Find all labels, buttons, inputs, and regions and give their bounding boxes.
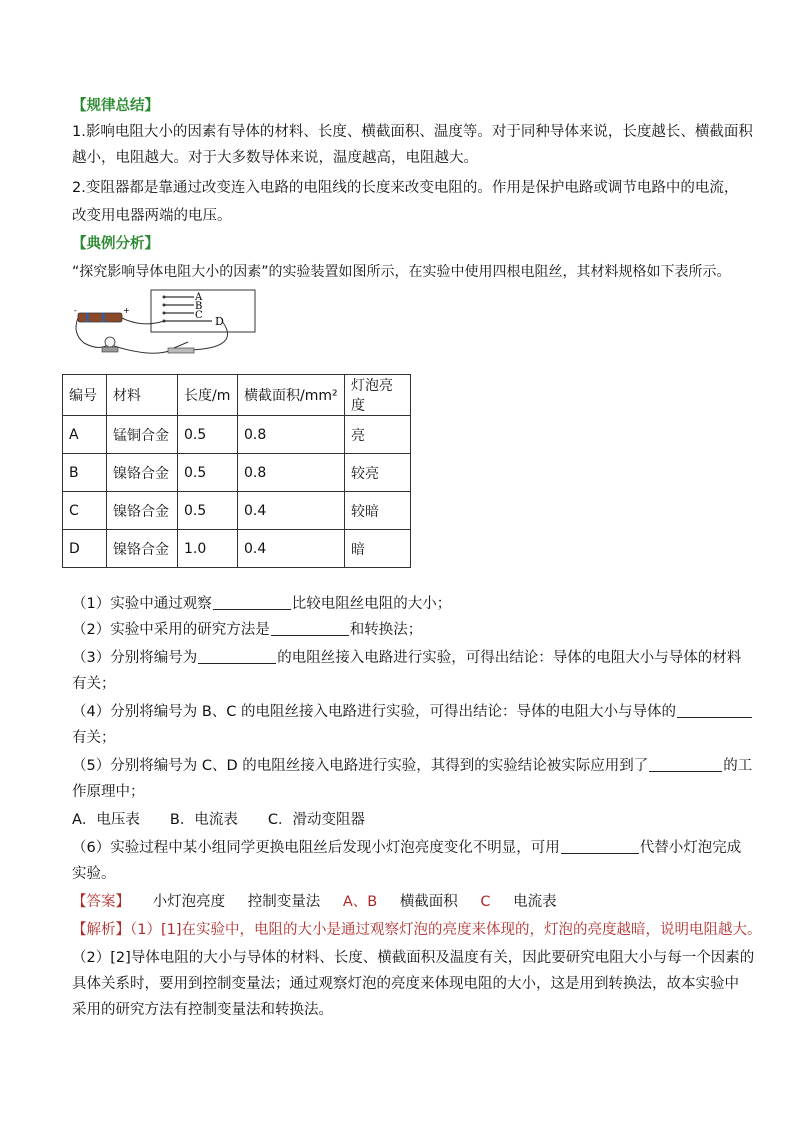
table-cell: D — [63, 530, 107, 568]
table-row — [63, 416, 411, 454]
answer-label: 【答案】 — [72, 894, 130, 910]
q1-text: （1）实验中通过观察 — [72, 596, 212, 612]
table-cell: 0.8 — [238, 416, 345, 454]
circuit-diagram — [72, 288, 272, 368]
question-2 — [72, 616, 732, 645]
table-cell: A — [63, 416, 107, 454]
table-row — [63, 530, 411, 568]
analysis-line-3: 具体关系时，要用到控制变量法；通过观察灯泡的亮度来体现电阻的大小，这是用到转换法，故本实验中 — [72, 976, 739, 992]
label-a: A — [195, 292, 203, 303]
option-b[interactable]: B．电流表 — [169, 812, 238, 828]
q2-text: （2）实验中采用的研究方法是 — [72, 622, 270, 638]
label-b: B — [195, 301, 203, 312]
label-c: C — [195, 310, 203, 321]
q3-blank[interactable] — [198, 647, 276, 664]
question-5 — [72, 752, 753, 781]
rules-p1-line1: 1.影响电阻大小的因素有导体的材料、长度、横截面积、温度等。对于同种导体来说，长度越长、横截面积 — [72, 124, 753, 140]
question-1 — [72, 590, 732, 619]
rules-p1-line2: 越小，电阻越大。对于大多数导体来说，温度越高，电阻越大。 — [72, 150, 478, 166]
label-plus: + — [123, 306, 130, 315]
label-d: D — [215, 315, 224, 328]
q3-text-end: 的电阻丝接入电路进行实验，可得出结论：导体的电阻大小与导体的材料 — [277, 650, 742, 666]
table-cell: 锰铜合金 — [107, 416, 178, 454]
table-cell: 0.5 — [178, 416, 238, 454]
table-cell: 0.4 — [238, 492, 345, 530]
question-6 — [72, 834, 742, 863]
table-cell: 1.0 — [178, 530, 238, 568]
q6-text: （6）实验过程中某小组同学更换电阻丝后发现小灯泡亮度变化不明显，可用 — [72, 840, 560, 856]
table-cell: B — [63, 454, 107, 492]
analysis-line-4: 采用的研究方法有控制变量法和转换法。 — [72, 1002, 333, 1018]
answer-value: A、B — [342, 894, 378, 910]
table-cell: 0.4 — [238, 530, 345, 568]
q6-blank[interactable] — [561, 837, 639, 854]
rules-p2-line2: 改变用电器两端的电压。 — [72, 208, 232, 224]
switch-icon — [168, 348, 194, 353]
spec-table — [62, 374, 411, 568]
battery-icon — [78, 313, 122, 322]
question-5-options — [72, 806, 732, 835]
question-3-cont: 有关； — [72, 676, 116, 692]
q5-text-end: 的工 — [723, 758, 753, 774]
answer-value: 横截面积 — [399, 894, 458, 910]
analysis-line-1: 【解析】（1）[1]在实验中，电阻的大小是通过观察灯泡的亮度来体现的，灯泡的亮度越暗，说明电阻越大。 — [72, 922, 762, 938]
table-cell: 镍铬合金 — [107, 454, 178, 492]
q3-text: （3）分别将编号为 — [72, 650, 198, 666]
q5-text: （5）分别将编号为 C、D 的电阻丝接入电路进行实验，其得到的实验结论被实际应用到了 — [72, 758, 649, 774]
q1-text-end: 比较电阻丝电阻的大小； — [291, 596, 452, 612]
bulb-icon — [105, 337, 115, 347]
table-row — [63, 492, 411, 530]
table-cell: 0.5 — [178, 492, 238, 530]
table-header-cell: 编号 — [63, 375, 107, 416]
q4-text: （4）分别将编号为 B、C 的电阻丝接入电路进行实验，可得出结论：导体的电阻大小与导体的 — [72, 704, 677, 720]
question-4 — [72, 698, 732, 727]
option-a[interactable]: A．电压表 — [72, 812, 140, 828]
answer-line — [72, 888, 732, 917]
q2-blank[interactable] — [271, 619, 349, 636]
table-header-cell: 灯泡亮度 — [345, 375, 411, 416]
answer-value: 电流表 — [513, 894, 557, 910]
table-header-row — [63, 375, 411, 416]
example-header: 【典例分析】 — [72, 236, 159, 252]
option-c[interactable]: C．滑动变阻器 — [267, 812, 365, 828]
answer-value: 控制变量法 — [247, 894, 321, 910]
example-intro: “探究影响导体电阻大小的因素”的实验装置如图所示，在实验中使用四根电阻丝，其材料规格如下表所示。 — [72, 264, 731, 280]
table-cell: 亮 — [345, 416, 411, 454]
answer-value: C — [480, 894, 491, 910]
q6-text-end: 代替小灯泡完成 — [639, 840, 742, 856]
table-header-cell: 长度/m — [178, 375, 238, 416]
table-cell: C — [63, 492, 107, 530]
table-cell: 较亮 — [345, 454, 411, 492]
q4-blank[interactable] — [677, 701, 752, 718]
rules-header: 【规律总结】 — [72, 98, 159, 114]
table-cell: 暗 — [345, 530, 411, 568]
q5-blank[interactable] — [649, 755, 722, 772]
question-5-cont: 作原理中； — [72, 784, 145, 800]
question-4-cont: 有关； — [72, 730, 116, 746]
table-cell: 较暗 — [345, 492, 411, 530]
rules-p2-line1: 2.变阻器都是靠通过改变连入电路的电阻线的长度来改变电阻的。作用是保护电路或调节电路中的电流， — [72, 180, 739, 196]
table-cell: 0.8 — [238, 454, 345, 492]
answer-value: 小灯泡亮度 — [152, 894, 226, 910]
table-header-cell: 材料 — [107, 375, 178, 416]
table-row — [63, 454, 411, 492]
q2-text-end: 和转换法； — [349, 622, 423, 638]
question-3 — [72, 644, 742, 673]
label-minus: - — [74, 306, 77, 315]
table-header-cell: 横截面积/mm² — [238, 375, 345, 416]
table-cell: 镍铬合金 — [107, 492, 178, 530]
table-cell: 镍铬合金 — [107, 530, 178, 568]
analysis-line-2: （2）[2]导体电阻的大小与导体的材料、长度、横截面积及温度有关，因此要研究电阻大小与每一个因素的 — [72, 950, 755, 966]
table-cell: 0.5 — [178, 454, 238, 492]
q1-blank[interactable] — [213, 593, 291, 610]
question-6-cont: 实验。 — [72, 866, 116, 882]
